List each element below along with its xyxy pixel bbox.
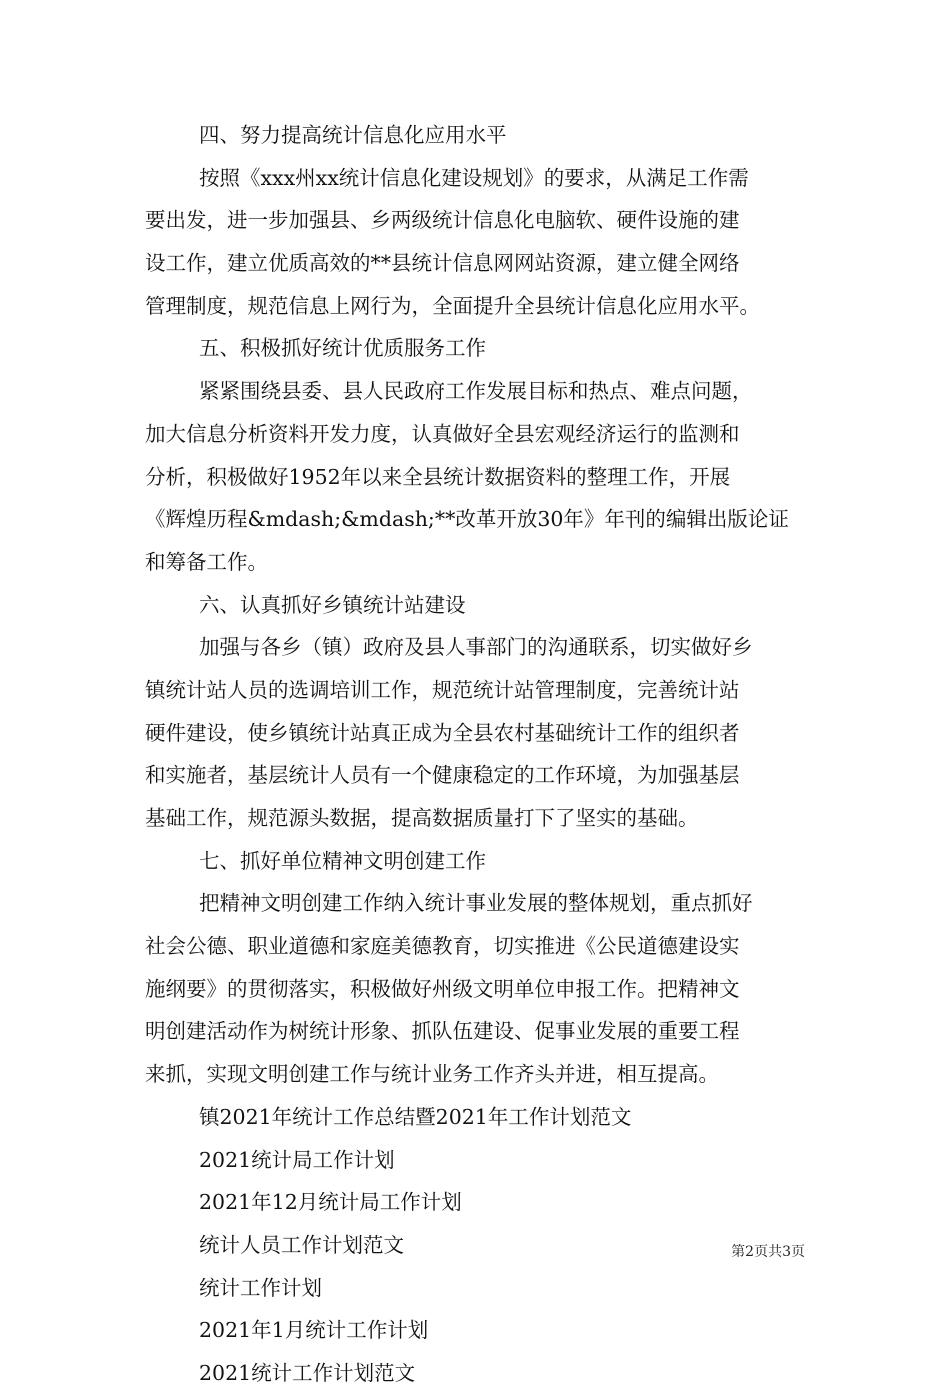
body-text-line: 分析，积极做好1952年以来全县统计数据资料的整理工作，开展 [145,464,731,489]
body-text-line: 镇统计站人员的选调培训工作，规范统计站管理制度，完善统计站 [145,677,740,702]
body-text-line: 社会公德、职业道德和家庭美德教育，切实推进《公民道德建设实 [145,934,740,959]
body-text-line: 施纲要》的贯彻落实，积极做好州级文明单位申报工作。把精神文 [145,976,740,1001]
section-heading: 五、积极抓好统计优质服务工作 [199,336,486,361]
related-article-link[interactable]: 2021统计工作计划范文 [199,1360,416,1385]
paragraph-first-line: 加强与各乡（镇）政府及县人事部门的沟通联系，切实做好乡 [199,635,753,660]
section-heading: 七、抓好单位精神文明创建工作 [199,848,486,873]
body-text-line: 要出发，进一步加强县、乡两级统计信息化电脑软、硬件设施的建 [145,208,740,233]
related-article-link[interactable]: 镇2021年统计工作总结暨2021年工作计划范文 [199,1104,632,1129]
body-text-line: 加大信息分析资料开发力度，认真做好全县宏观经济运行的监测和 [145,421,740,446]
related-article-link[interactable]: 2021年12月统计局工作计划 [199,1190,462,1215]
body-text-line: 设工作，建立优质高效的**县统计信息网网站资源，建立健全网络 [145,251,740,276]
body-text-line: 和实施者，基层统计人员有一个健康稳定的工作环境，为加强基层 [145,763,740,788]
body-text-line: 明创建活动作为树统计形象、抓队伍建设、促事业发展的重要工程 [145,1019,740,1044]
paragraph-first-line: 紧紧围绕县委、县人民政府工作发展目标和热点、难点问题， [199,379,753,404]
related-article-link[interactable]: 统计人员工作计划范文 [199,1232,404,1257]
paragraph-first-line: 把精神文明创建工作纳入统计事业发展的整体规划，重点抓好 [199,891,753,916]
section-heading: 四、努力提高统计信息化应用水平 [199,123,507,147]
paragraph-first-line: 按照《xxx州xx统计信息化建设规划》的要求，从满足工作需 [199,165,749,190]
body-text-line: 基础工作，规范源头数据，提高数据质量打下了坚实的基础。 [145,806,699,830]
page-number-text: 第2页共3页 [731,1244,805,1260]
section-heading: 六、认真抓好乡镇统计站建设 [199,592,466,617]
body-text-line: 《辉煌历程&mdash;&mdash;**改革开放30年》年刊的编辑出版论证 [145,507,789,532]
related-article-link[interactable]: 统计工作计划 [199,1275,322,1300]
related-article-link[interactable]: 2021统计局工作计划 [199,1147,395,1172]
document-body [145,114,810,1395]
body-text-line: 管理制度，规范信息上网行为，全面提升全县统计信息化应用水平。 [145,293,760,318]
related-article-link[interactable]: 2021年1月统计工作计划 [199,1318,429,1343]
body-text-line: 硬件建设，使乡镇统计站真正成为全县农村基础统计工作的组织者 [145,720,740,745]
body-text-line: 和筹备工作。 [145,549,268,574]
page-number-footer [731,1242,805,1262]
body-text-line: 来抓，实现文明创建工作与统计业务工作齐头并进，相互提高。 [145,1062,719,1087]
